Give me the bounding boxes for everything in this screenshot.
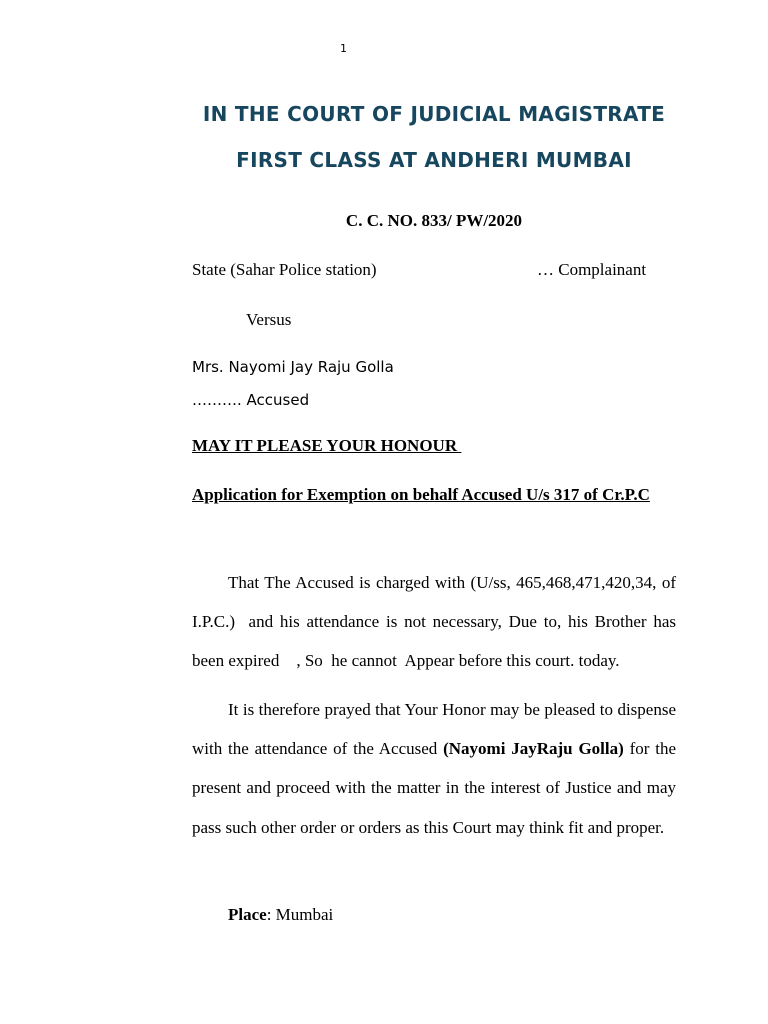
place-label: Place — [228, 905, 267, 924]
accused-name-bold: (Nayomi JayRaju Golla) — [443, 739, 624, 759]
paragraph-prayer — [192, 690, 681, 847]
accused-role: ………. Accused — [192, 391, 310, 409]
salutation-heading: MAY IT PLEASE YOUR HONOUR — [192, 436, 462, 455]
court-title-line-1: IN THE COURT OF JUDICIAL MAGISTRATE — [202, 102, 666, 126]
place-line — [228, 905, 333, 925]
paragraph-charges: That The Accused is charged with (U/ss, 465,468,471,420,34, of I.P.C.) and his attendance is not necessary, Due to, his Brother has been expired , So he cannot Appear before this court. today. — [192, 573, 681, 671]
complainant-role: … Complainant — [537, 260, 647, 279]
complainant-name: State (Sahar Police station) — [192, 260, 377, 279]
accused-name: Mrs. Nayomi Jay Raju Golla — [192, 358, 394, 376]
versus-label: Versus — [246, 310, 292, 329]
court-title-line-2: FIRST CLASS AT ANDHERI MUMBAI — [236, 148, 632, 172]
place-value: : Mumbai — [266, 905, 334, 924]
application-title: Application for Exemption on behalf Accused U/s 317 of Cr.P.C — [192, 485, 650, 504]
page-number: 1 — [340, 42, 347, 55]
case-number: C. C. NO. 833/ PW/2020 — [345, 211, 523, 230]
prayer-text-end: for the present and proceed with the matter in the interest of Justice and may pass such other order or orders as this Court may think fit and proper. — [192, 739, 681, 837]
prayer-text-start: It is therefore prayed that Your Honor may be pleased to dispense with the attendance of the Accused — [192, 700, 681, 759]
